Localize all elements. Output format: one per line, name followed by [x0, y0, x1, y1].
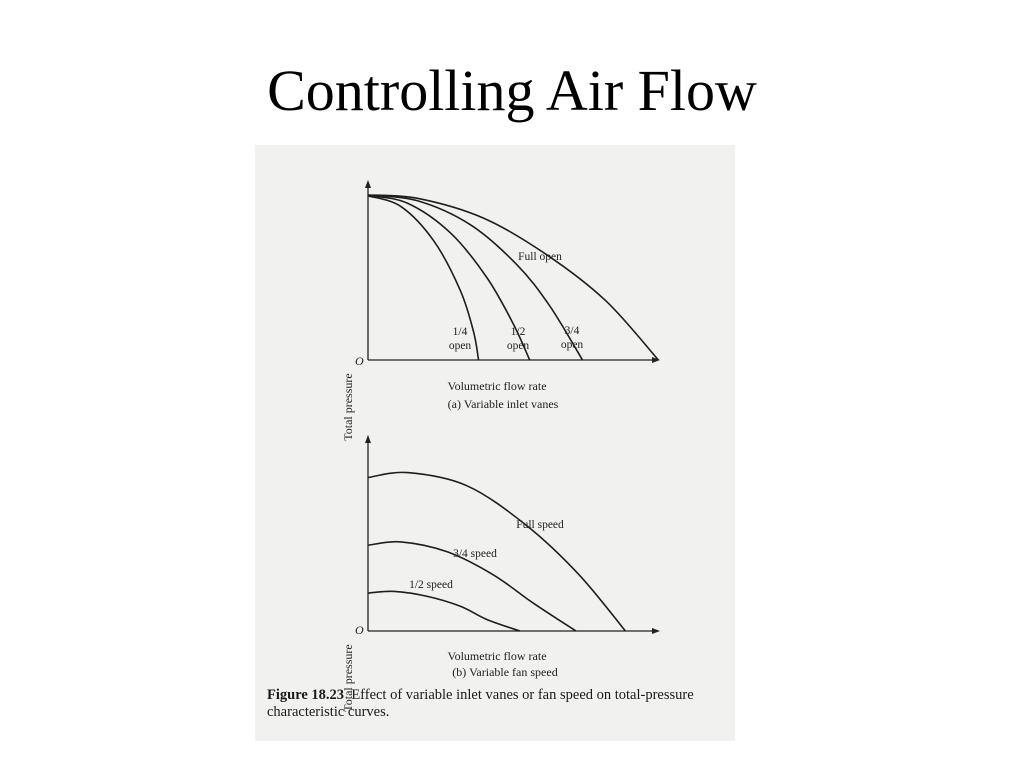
series-line-1-2-speed	[368, 591, 520, 631]
y-axis-arrow-0	[365, 180, 371, 188]
figure-scan	[255, 145, 735, 741]
series-label-1-2-open: 1/2	[510, 326, 526, 338]
series-label-1-2-speed: 1/2 speed	[409, 579, 453, 591]
series-label-3-4-open: open	[560, 339, 584, 351]
chart-subtitle-0: (a) Variable inlet vanes	[447, 397, 559, 411]
series-label-full-speed: Full speed	[516, 519, 564, 531]
chart-subtitle-1: (b) Variable fan speed	[452, 665, 558, 679]
caption-number: Figure 18.23	[267, 687, 345, 703]
series-label-3-4-open: 3/4	[564, 325, 580, 337]
series-label-full-open: Full open	[518, 251, 562, 263]
x-axis-arrow-1	[652, 628, 660, 634]
series-line-1-2-open	[368, 195, 530, 360]
x-axis-label-1: Volumetric flow rate	[447, 649, 547, 663]
series-label-1-2-open: open	[506, 340, 530, 352]
caption-text: Effect of variable inlet vanes or fan speed on total-pressure characteristic curves.	[267, 687, 694, 720]
series-label-1-4-open: open	[448, 340, 472, 352]
y-axis-label-0: Total pressure	[341, 373, 355, 441]
figure-caption	[267, 687, 727, 721]
y-axis-arrow-1	[365, 435, 371, 443]
series-line-3-4-open	[368, 195, 583, 360]
origin-label-0: O	[355, 354, 364, 368]
x-axis-label-0: Volumetric flow rate	[447, 379, 547, 393]
figure-charts	[255, 145, 735, 741]
y-axis-label-1: Total pressure	[341, 644, 355, 712]
slide-title: Controlling Air Flow	[267, 58, 757, 123]
origin-label-1: O	[355, 623, 364, 637]
series-label-1-4-open: 1/4	[452, 326, 468, 338]
series-label-3-4-speed: 3/4 speed	[453, 548, 497, 560]
